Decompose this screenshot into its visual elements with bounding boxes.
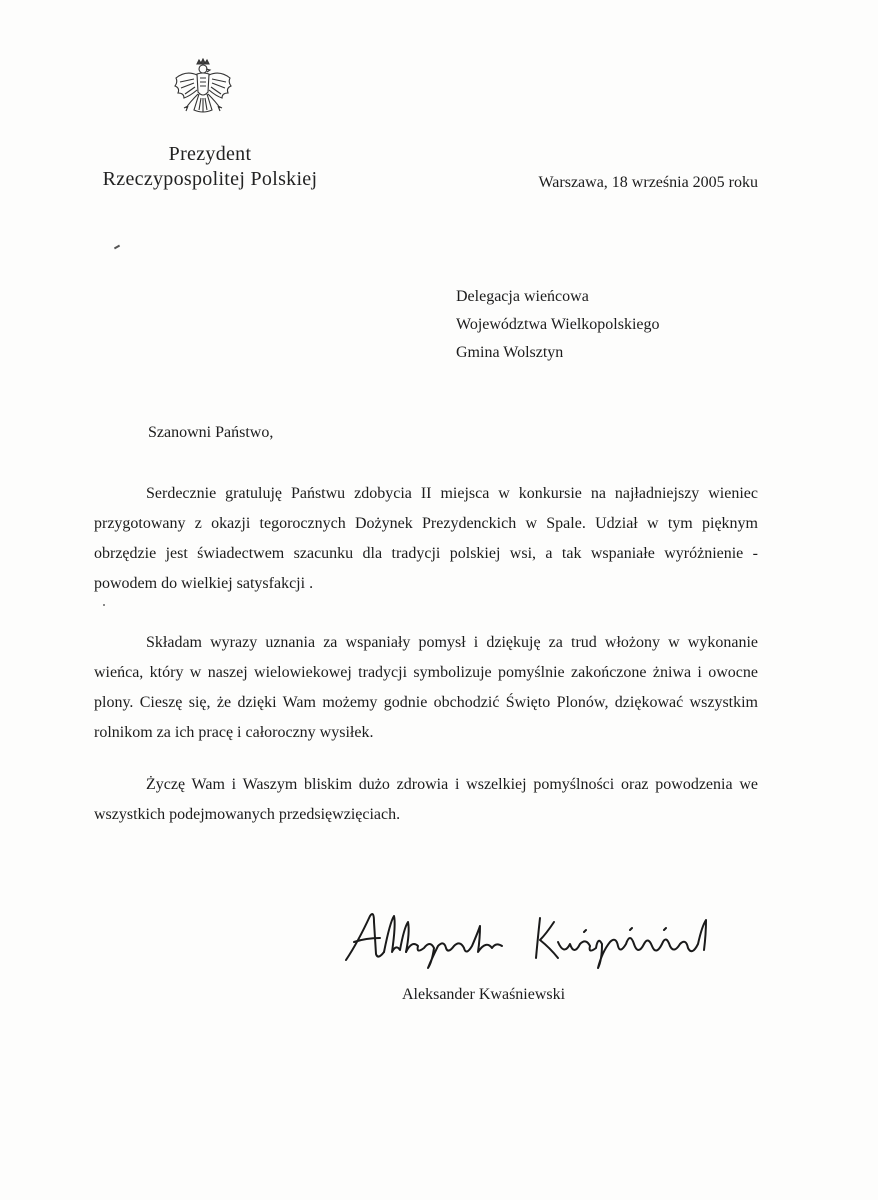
eagle-emblem-icon [172,58,234,130]
scan-mark [114,245,120,250]
addressee-line-1: Delegacja wieńcowa [456,288,589,305]
scan-dot [103,604,105,606]
letter-date: Warszawa, 18 września 2005 roku [538,174,758,191]
letterhead [80,142,340,192]
addressee-line-2: Województwa Wielkopolskiego [456,316,660,333]
body-paragraph-3: Życzę Wam i Waszym bliskim dużo zdrowia i wszelkiej pomyślności oraz powodzenia we wszystkich podejmowanych przedsięwzięciach. [94,776,758,823]
body-paragraph-2: Składam wyrazy uznania za wspaniały pomysł i dziękuję za trud włożony w wykonanie wieńca, który w naszej wielowiekowej tradycji symbolizuje pomyślnie zakończone żniwa i owocne plony. Cieszę się, że dzięki Wam możemy godnie obchodzić Święto Plonów, dziękować wszystkim rolnikom za ich pracę i całoroczny wysiłek. [94,634,758,741]
handwritten-signature [340,902,740,972]
body-paragraph-1: Serdecznie gratuluję Państwu zdobycia II miejsca w konkursie na najładniejszy wieniec przygotowany z okazji tegorocznych Dożynek Prezydenckich w Spale. Udział w tym pięknym obrzędzie jest świadectwem szacunku dla tradycji polskiej wsi, a tak wspaniałe wyróżnienie - powodem do wielkiej satysfakcji . [94,485,758,592]
addressee-line-3: Gmina Wolsztyn [456,344,564,361]
addressee-block [456,283,660,367]
letterhead-subtitle: Rzeczypospolitej Polskiej [102,168,318,190]
salutation: Szanowni Państwo, [148,424,274,441]
letterhead-title: Prezydent [168,143,252,165]
signer-name: Aleksander Kwaśniewski [402,986,566,1003]
